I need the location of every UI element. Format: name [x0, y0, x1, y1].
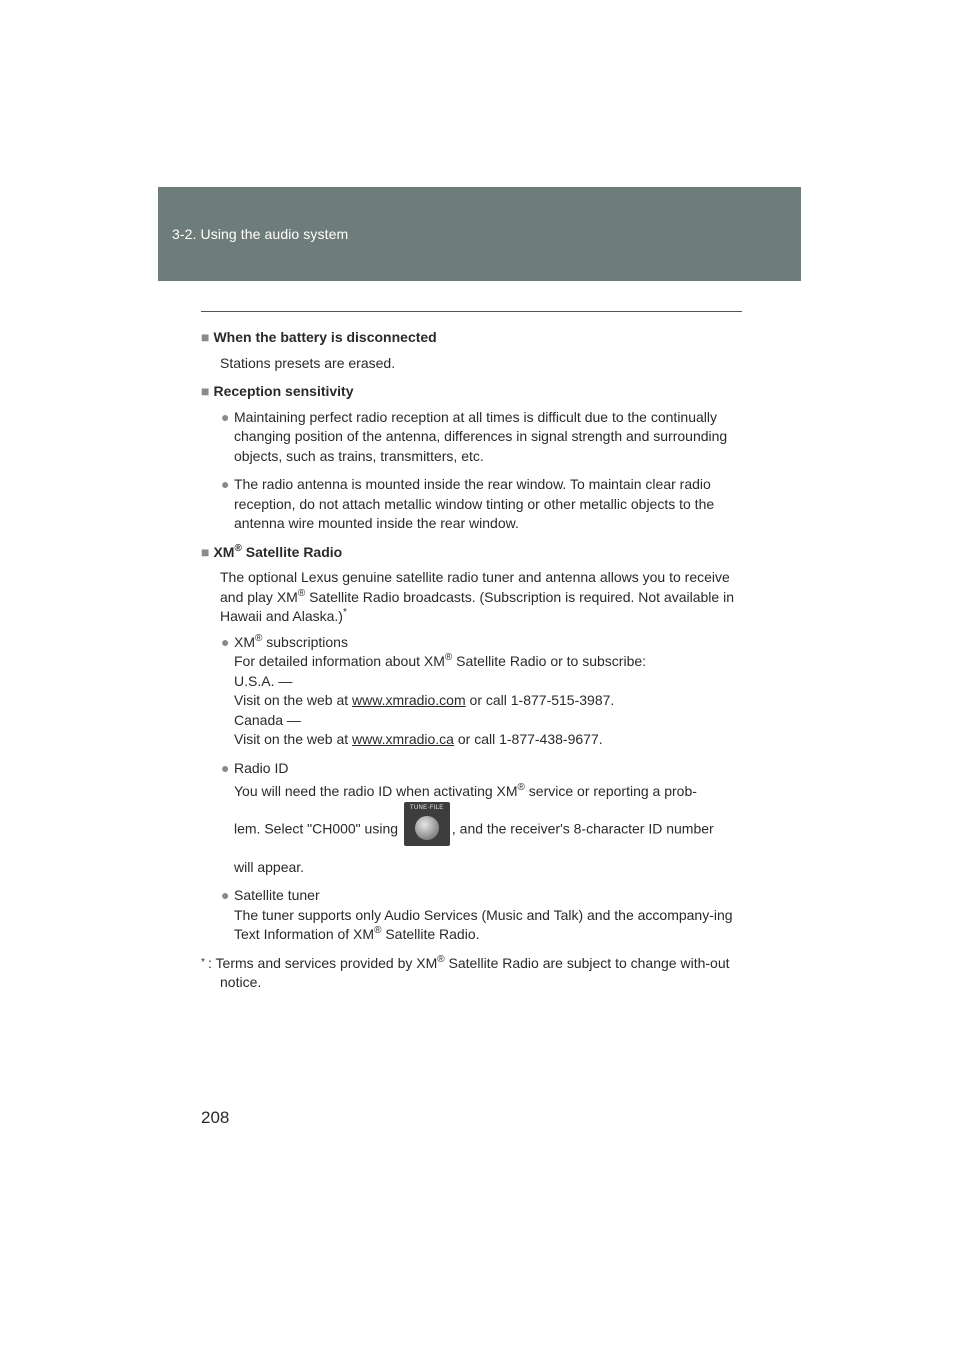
- square-icon: ■: [201, 543, 210, 560]
- usa-label: U.S.A. —: [234, 672, 293, 689]
- bullet-icon: ●: [221, 408, 230, 425]
- reception-bullet-2: ● The radio antenna is mounted inside the rear window. To maintain clear radio reception, do not attach metallic window tinting or other metallic objects to the antenna wire mounted inside the rear window.: [221, 476, 715, 531]
- xm-subscriptions: ● XM® subscriptions For detailed information about XM® Satellite Radio or to subscribe: U.S.A. — Visit on the web at www.xmradio.com or call 1-877-515-3987. Canada — Visit on the web at www.xmradio.ca or call 1-877-438-9677.: [201, 633, 742, 750]
- xmradio-com-link[interactable]: www.xmradio.com: [352, 692, 466, 708]
- page-number: 208: [201, 1108, 230, 1127]
- bullet-icon: ●: [221, 759, 230, 776]
- battery-text: Stations presets are erased.: [220, 354, 396, 371]
- bullet-icon: ●: [221, 476, 230, 492]
- reception-bullet-1: ● Maintaining perfect radio reception at all times is difficult due to the continually changing position of the antenna, differences in signal strength and surrounding objects, such as trains, transmitters, etc.: [221, 408, 728, 464]
- xm-satellite-tuner: ● Satellite tuner The tuner supports only Audio Services (Music and Talk) and the accompany-ing Text Information of XM® Satellite Radio.: [221, 887, 733, 942]
- canada-label: Canada —: [234, 711, 301, 728]
- bullet-icon: ●: [221, 633, 230, 650]
- section-header: [158, 187, 801, 281]
- section-title: 3-2. Using the audio system: [172, 226, 349, 242]
- square-icon: ■: [201, 383, 210, 399]
- xm-radio-id: ● Radio ID You will need the radio ID when activating XM® service or reporting a prob- lem. Select "CH000" using TUNE·FILE , and the receiver's 8-character ID number will appear.: [221, 759, 714, 875]
- footnote: * : Terms and services provided by XM® Satellite Radio are subject to change with-out notice.: [201, 953, 730, 990]
- square-icon: ■: [201, 329, 210, 345]
- tune-file-knob-icon: TUNE·FILE: [404, 802, 450, 846]
- xm-intro: The optional Lexus genuine satellite radio tuner and antenna allows you to receive and play XM® Satellite Radio broadcasts. (Subscription is required. Not available in Hawaii and Alaska.)*: [220, 569, 734, 624]
- xmradio-ca-link[interactable]: www.xmradio.ca: [352, 731, 454, 747]
- heading-battery: ■ When the battery is disconnected: [201, 329, 437, 345]
- heading-xm: ■ XM® Satellite Radio: [201, 542, 343, 560]
- bullet-icon: ●: [221, 887, 230, 903]
- main-content: [201, 328, 742, 993]
- heading-reception: ■ Reception sensitivity: [201, 383, 354, 399]
- divider: [201, 311, 742, 312]
